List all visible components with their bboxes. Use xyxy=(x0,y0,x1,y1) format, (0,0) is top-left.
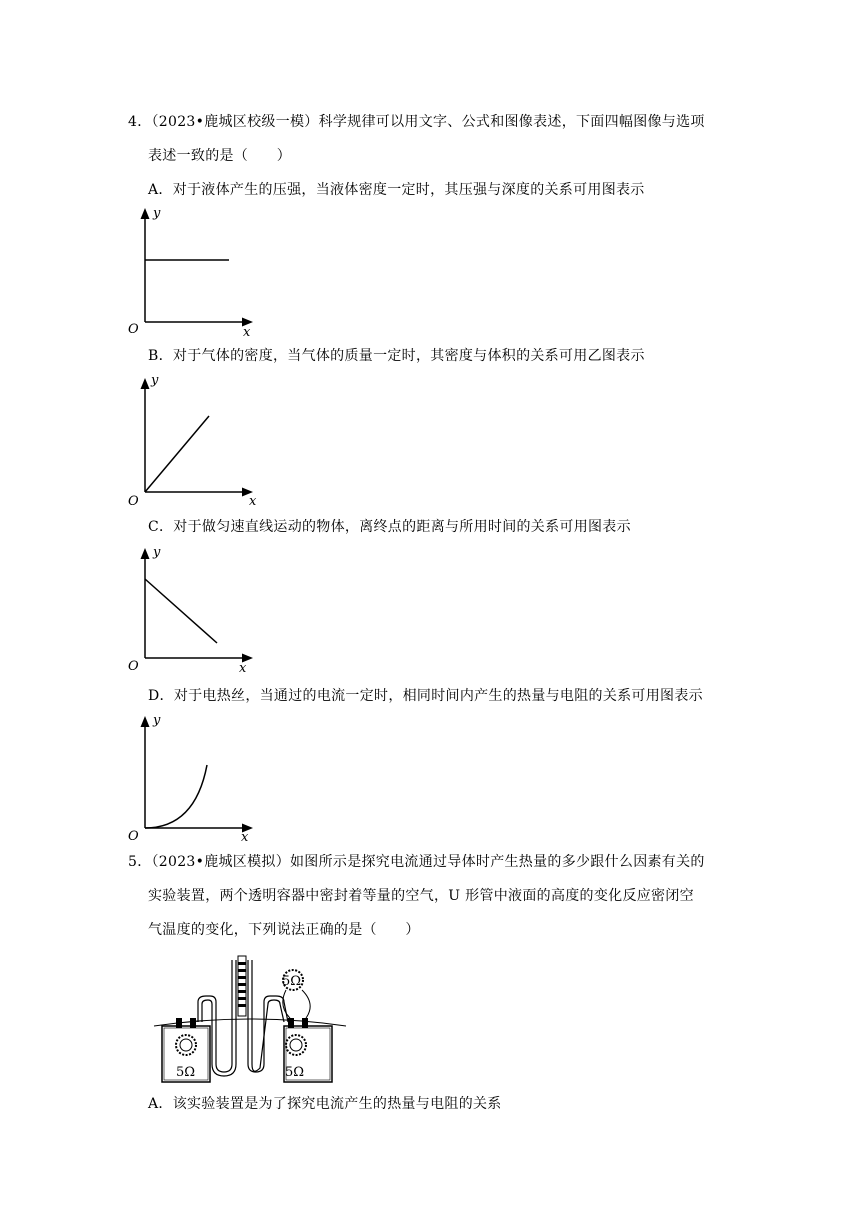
graph-c-origin: O xyxy=(128,659,139,674)
graph-a-x-label: x xyxy=(243,325,251,340)
apparatus-figure xyxy=(150,952,350,1087)
graph-b-x-label: x xyxy=(249,494,257,509)
graph-b xyxy=(125,372,265,507)
left-resistor-coil xyxy=(176,1035,196,1055)
graph-b-origin: O xyxy=(128,494,139,509)
graph-d-origin: O xyxy=(128,829,139,844)
left-resistor-label: 5Ω xyxy=(176,1065,196,1080)
graph-d-y-label: y xyxy=(153,713,161,728)
graph-a-y-label: y xyxy=(153,206,161,221)
graph-b-line xyxy=(145,416,209,492)
q5-stem-line2: 实验装置，两个透明容器中密封着等量的空气，U 形管中液面的高度的变化反应密闭空 xyxy=(148,888,694,904)
graph-c-y-label: y xyxy=(153,545,161,560)
q4-stem-line2: 表述一致的是（ ） xyxy=(148,148,291,164)
graph-a xyxy=(125,205,265,340)
q4-option-d: D．对于电热丝，当通过的电流一定时，相同时间内产生的热量与电阻的关系可用图表示 xyxy=(148,688,703,704)
right-resistor-coil xyxy=(286,1035,306,1055)
graph-d-x-label: x xyxy=(241,830,249,845)
q5-stem-line1: 5．（2023•鹿城区模拟）如图所示是探究电流通过导体时产生热量的多少跟什么因素有关的 xyxy=(128,854,705,870)
graph-d xyxy=(125,710,265,845)
graph-a-origin: O xyxy=(128,322,139,337)
graph-c-line xyxy=(145,579,217,643)
graph-c xyxy=(125,542,265,677)
graph-b-y-label: y xyxy=(151,373,159,388)
q4-option-c: C．对于做匀速直线运动的物体，离终点的距离与所用时间的关系可用图表示 xyxy=(148,519,631,535)
q4-option-b: B．对于气体的密度，当气体的质量一定时，其密度与体积的关系可用乙图表示 xyxy=(148,348,645,364)
right-resistor-label: 5Ω xyxy=(285,1065,305,1080)
graph-d-curve xyxy=(145,765,207,828)
q5-option-a: A．该实验装置是为了探究电流产生的热量与电阻的关系 xyxy=(148,1096,502,1112)
q4-stem-line1: 4．（2023•鹿城区校级一模）科学规律可以用文字、公式和图像表述，下面四幅图像与选项 xyxy=(128,114,705,130)
q5-stem-line3: 气温度的变化，下列说法正确的是（ ） xyxy=(148,922,420,938)
graph-c-x-label: x xyxy=(239,661,247,676)
top-resistor-label: 5Ω xyxy=(282,974,302,989)
q4-option-a: A．对于液体产生的压强，当液体密度一定时，其压强与深度的关系可用图表示 xyxy=(148,182,645,198)
